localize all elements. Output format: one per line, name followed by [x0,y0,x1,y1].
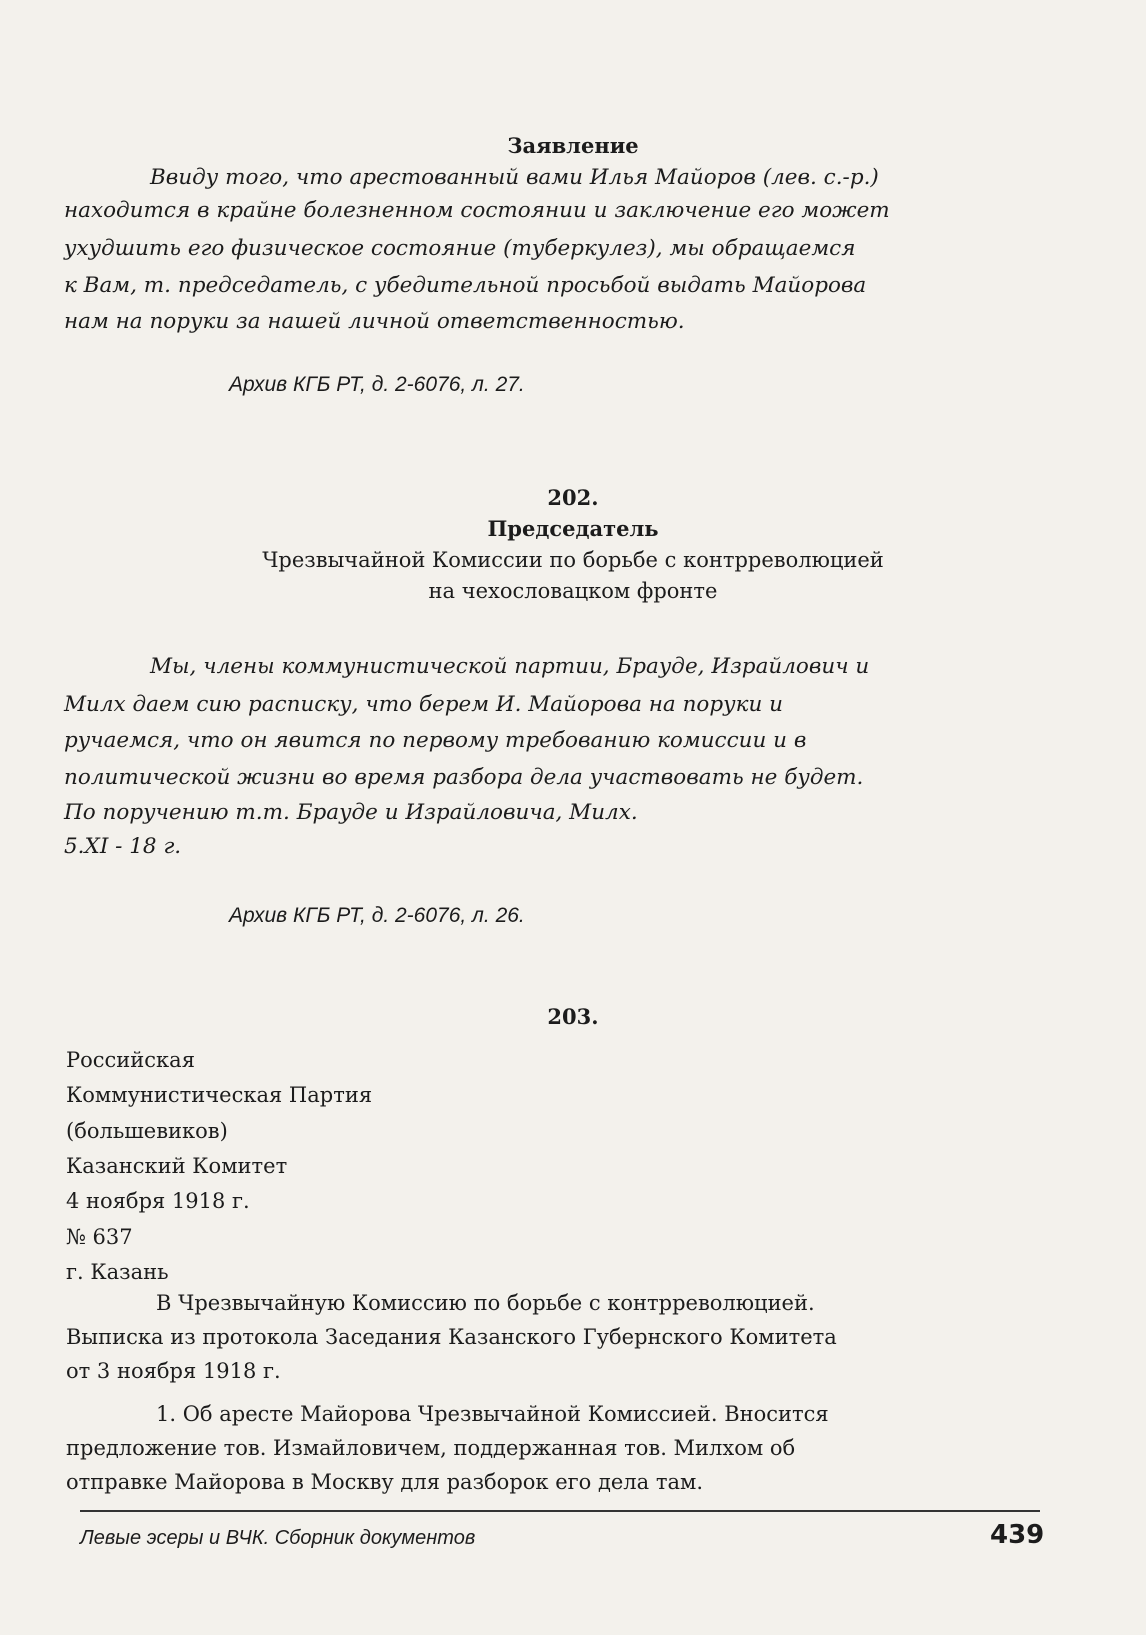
doc201-line-4: к Вам, т. председатель, с убедительной просьбой выдать Майорова [64,273,867,298]
doc202-line-1: Мы, члены коммунистической партии, Брауде, Израйлович и [150,654,870,679]
letterhead-line-1: Российская [66,1048,195,1072]
doc201-title: Заявление [507,133,639,158]
doc203-addressee: В Чрезвычайную Комиссию по борьбе с контрреволюцией. [156,1291,815,1315]
letterhead-line-3: (большевиков) [66,1119,228,1143]
letterhead-line-2: Коммунистическая Партия [66,1083,373,1107]
letterhead-line-4: Казанский Комитет [66,1154,288,1178]
doc202-heading-2: Чрезвычайной Комиссии по борьбе с контрреволюцией [262,548,884,572]
doc201-line-2: находится в крайне болезненном состоянии и заключение его может [64,198,890,223]
doc202-heading-3: на чехословацком фронте [428,579,718,603]
doc203-extract-line-1: Выписка из протокола Заседания Казанского Губернского Комитета [66,1325,837,1349]
footer-divider [80,1510,1040,1512]
doc202-archive-ref: Архив КГБ РТ, д. 2-6076, л. 26. [229,904,525,927]
letterhead-city: г. Казань [66,1260,169,1284]
doc202-heading-1: Председатель [487,516,659,541]
doc202-line-5: По поручению т.т. Брауде и Израйловича, Милх. [64,800,638,825]
doc202-line-4: политической жизни во время разбора дела участвовать не будет. [64,765,864,790]
doc202-date: 5.XI - 18 г. [64,834,182,859]
letterhead-number: № 637 [66,1225,133,1249]
letterhead-date: 4 ноября 1918 г. [66,1189,250,1213]
doc202-number: 202. [547,485,599,510]
doc201-archive-ref: Архив КГБ РТ, д. 2-6076, л. 27. [229,373,525,396]
doc203-number: 203. [547,1004,599,1029]
page-number: 439 [990,1520,1045,1550]
doc203-item-line-2: предложение тов. Измайловичем, поддержанная тов. Милхом об [66,1436,796,1460]
doc202-line-2: Милх даем сию расписку, что берем И. Майорова на поруки и [64,692,783,717]
doc203-item-line-3: отправке Майорова в Москву для разборок его дела там. [66,1470,703,1494]
doc203-extract-line-2: от 3 ноября 1918 г. [66,1359,281,1383]
doc202-line-3: ручаемся, что он явится по первому требованию комиссии и в [64,728,807,753]
footer-book-title: Левые эсеры и ВЧК. Сборник документов [80,1527,476,1549]
doc203-item-line-1: 1. Об аресте Майорова Чрезвычайной Комиссией. Вносится [156,1402,829,1426]
doc201-line-5: нам на поруки за нашей личной ответственностью. [64,309,685,334]
doc201-line-1: Ввиду того, что арестованный вами Илья Майоров (лев. с.-р.) [150,165,879,190]
doc201-line-3: ухудшить его физическое состояние (туберкулез), мы обращаемся [64,236,856,261]
